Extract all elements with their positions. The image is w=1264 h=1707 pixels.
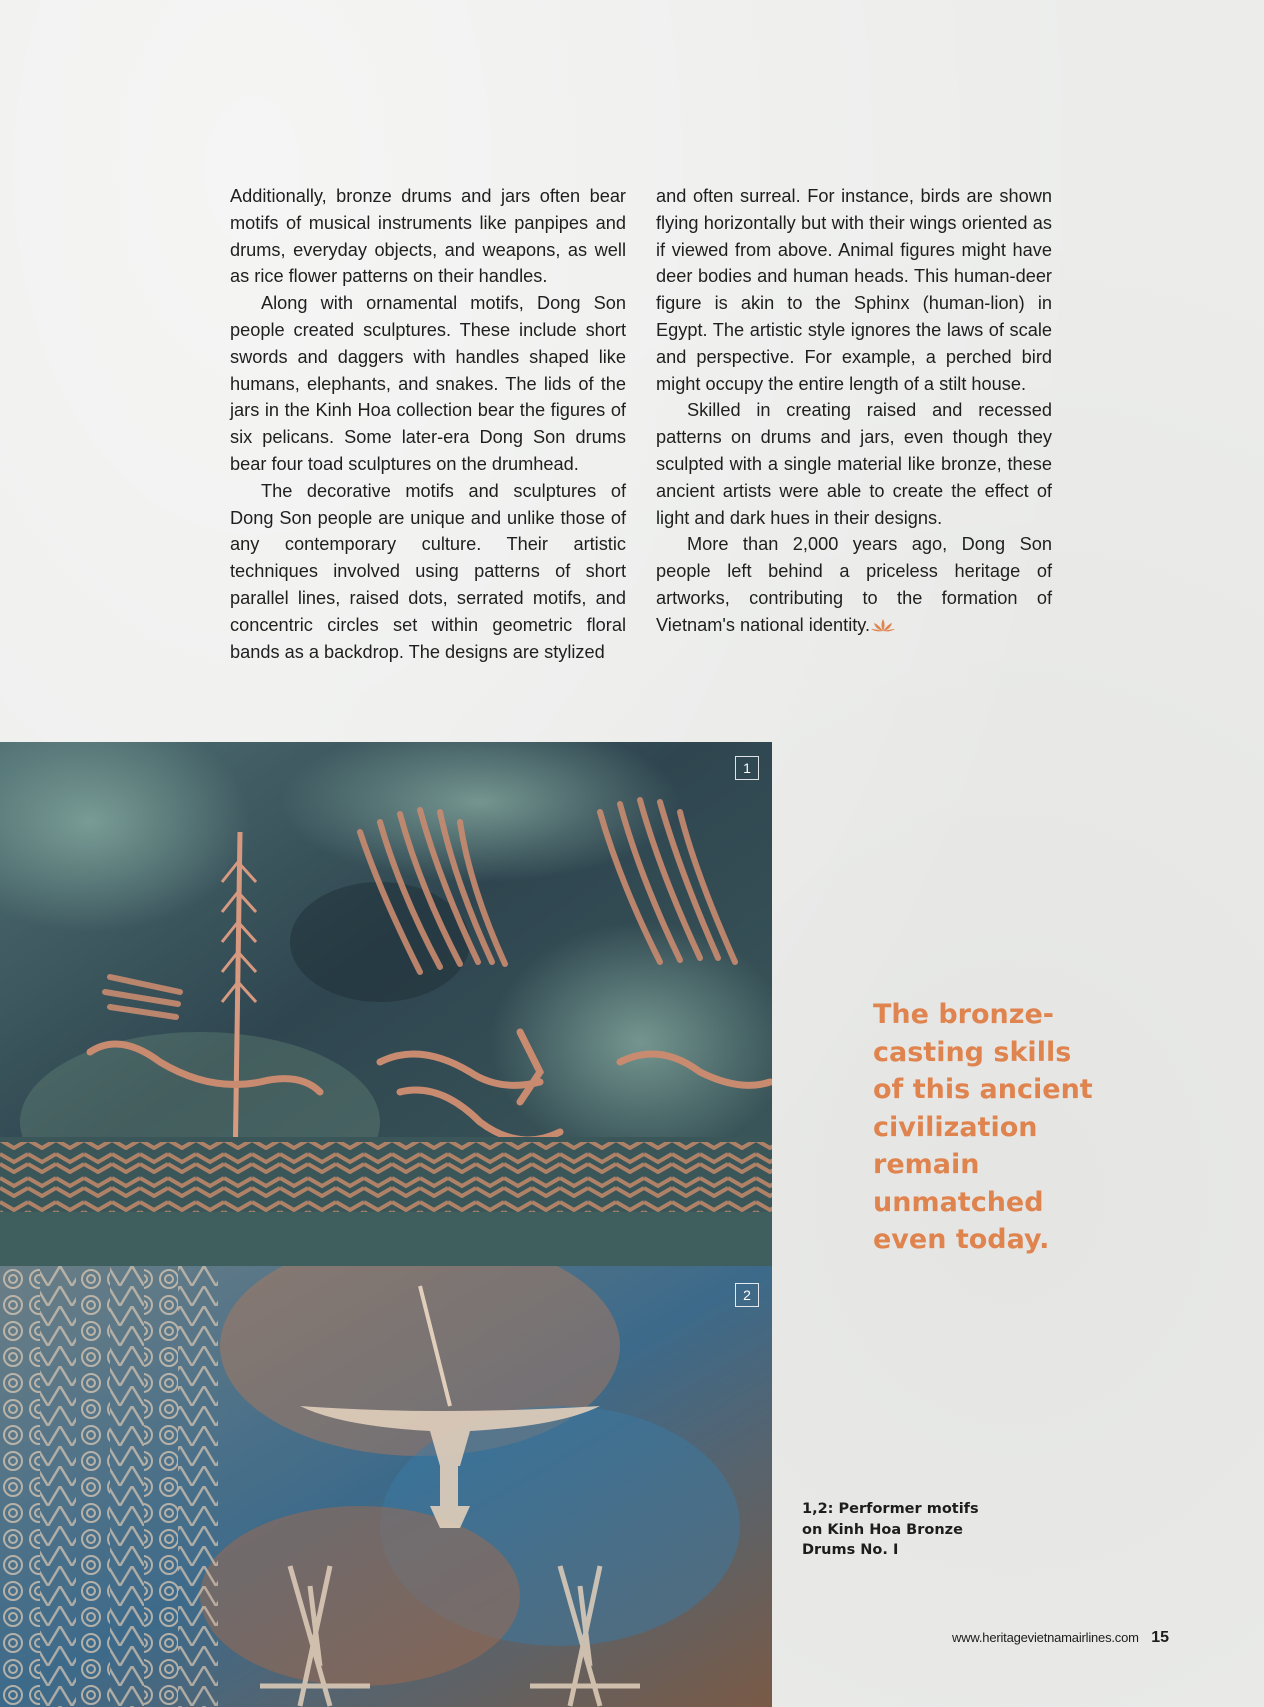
footer-url[interactable]: www.heritagevietnamairlines.com	[952, 1630, 1139, 1645]
pull-quote-line: even today.	[873, 1224, 1050, 1255]
pull-quote-line: unmatched	[873, 1186, 1044, 1218]
pull-quote-line: casting skills	[873, 1036, 1072, 1068]
page-footer	[952, 1629, 1169, 1647]
caption-line: Drums No. I	[802, 1542, 899, 1558]
pull-quote	[873, 996, 1103, 1259]
paragraph: Along with ornamental motifs, Dong Son people created sculptures. These include short swords and daggers with handles shaped like humans, elephants, and snakes. The lids of the jars in the Kinh Hoa collection bear the figures of six pelicans. Some later-era Dong Son drums bear four toad sculptures on the drumhead.	[230, 293, 626, 474]
paragraph	[656, 397, 1052, 531]
pull-quote-line: remain	[873, 1149, 980, 1180]
article-right-column	[656, 183, 1052, 639]
paragraph	[656, 531, 1052, 638]
pull-quote-line: of this ancient	[873, 1074, 1093, 1105]
bronze-drum-photo-1	[0, 742, 772, 1266]
article-left-column	[230, 183, 626, 665]
paragraph-text: More than 2,000 years ago, Dong Son people left behind a priceless heritage of artworks, contributing to the formation of Vietnam's national identity.	[656, 534, 1052, 635]
caption-line: 1,2: Performer motifs	[802, 1501, 979, 1517]
lotus-end-mark-icon	[871, 618, 895, 632]
paragraph-text: Skilled in creating raised and recessed patterns on drums and jars, even though they sculpted with a single material like bronze, these ancient artists were able to create the effect of light and dark hues in their designs.	[656, 400, 1052, 528]
page-number: 15	[1151, 1629, 1169, 1646]
photo-number-badge: 1	[735, 756, 759, 780]
paragraph: Additionally, bronze drums and jars often bear motifs of musical instruments like panpipes and drums, everyday objects, and weapons, as well as rice flower patterns on their handles.	[230, 186, 626, 287]
photo-caption	[802, 1499, 992, 1561]
pull-quote-line: civilization	[873, 1111, 1038, 1143]
paragraph: The decorative motifs and sculptures of Dong Son people are unique and unlike those of any contemporary culture. Their artistic techniques involved using patterns of short parallel lines, raised dots, serrated motifs, and concentric circles set within geometric floral bands as a backdrop. The designs are stylized	[230, 480, 626, 662]
paragraph: and often surreal. For instance, birds are shown flying horizontally but with their wings oriented as if viewed from above. Animal figures might have deer bodies and human heads. This human-deer figure is akin to the Sphinx (human-lion) in Egypt. The artistic style ignores the laws of scale and perspective. For example, a perched bird might occupy the entire length of a stilt house.	[656, 186, 1052, 394]
bronze-drum-photo-2	[0, 1266, 772, 1707]
photo-number-badge: 2	[735, 1283, 759, 1307]
pull-quote-line: The bronze-	[873, 999, 1054, 1030]
caption-line: on Kinh Hoa Bronze	[802, 1521, 963, 1538]
